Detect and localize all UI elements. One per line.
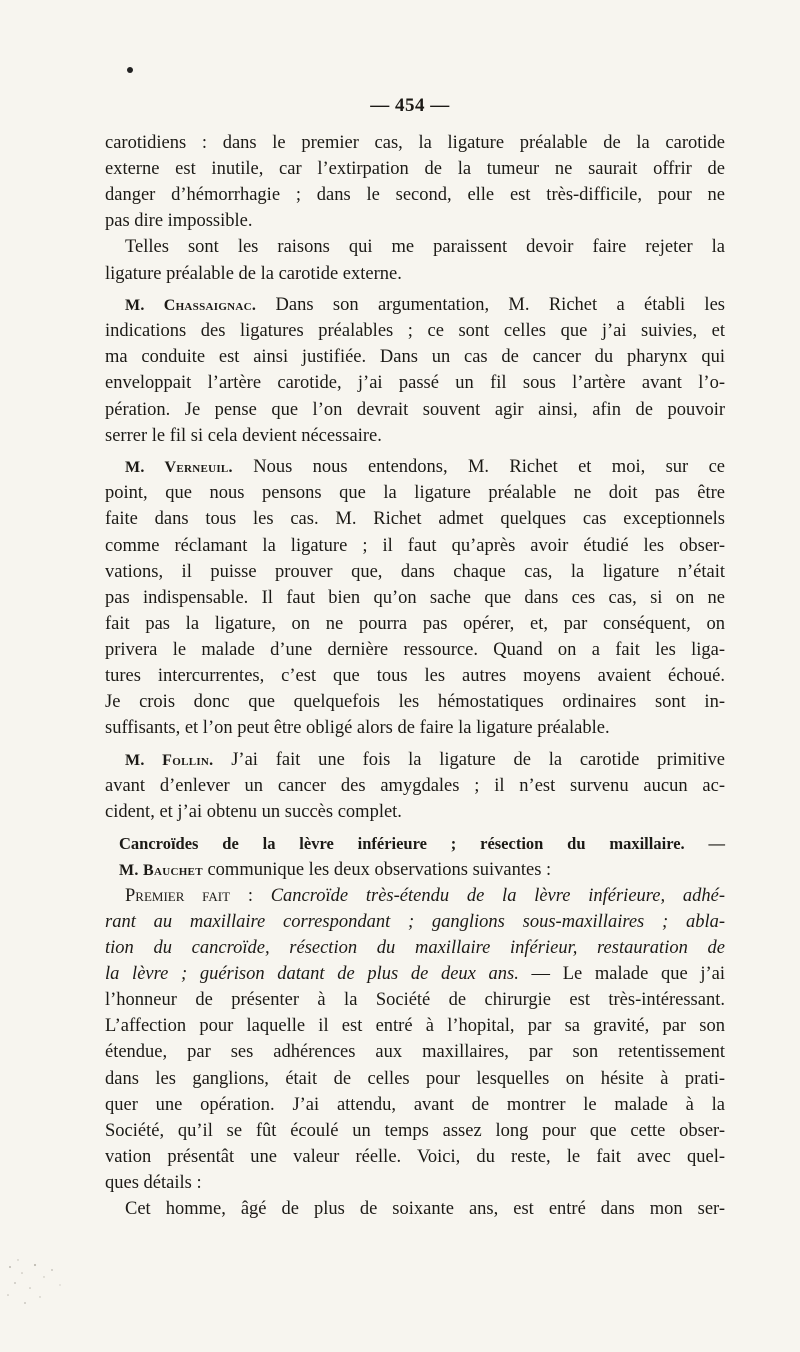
text-it: la lèvre ; guérison datant de plus de deux ans. xyxy=(105,964,519,985)
text-run: Nous nous entendons, M. Richet et moi, sur ce xyxy=(232,457,725,478)
text-line xyxy=(105,533,725,559)
text-run: Dans son argumentation, M. Richet a établi les xyxy=(256,295,725,316)
text-run: faite dans tous les cas. M. Richet admet quelques cas exceptionnels xyxy=(105,509,725,530)
text-run: indications des ligatures préalables ; ce sont celles que j’ai suivies, et xyxy=(105,321,725,342)
text-line xyxy=(105,1039,725,1065)
text-line xyxy=(125,454,725,480)
text-run: avant d’enlever un cancer des amygdales ; il n’est survenu aucun ac- xyxy=(105,775,725,796)
text-line xyxy=(125,747,725,773)
text-run: comme réclamant la ligature ; il faut qu’après avoir étudié les obser- xyxy=(105,535,725,556)
text-line xyxy=(105,423,725,449)
text-run: suffisants, et l’on peut être obligé alors de faire la ligature préalable. xyxy=(105,718,610,739)
text-run: pas dire impossible. xyxy=(105,211,253,232)
text-line xyxy=(105,344,725,370)
text-run: quer une opération. J’ai attendu, avant de montrer le malade à la xyxy=(105,1094,725,1115)
text-run: vation présentât une valeur réelle. Voici, du reste, le fait avec quel- xyxy=(105,1146,725,1167)
text-run: pas indispensable. Il faut bien qu’on sache que dans ces cas, si on ne xyxy=(105,587,725,608)
text-run: ligature préalable de la carotide externe. xyxy=(105,263,402,284)
text-run: tures intercurrentes, c’est que tous les autres moyens avaient échoué. xyxy=(105,666,725,686)
text-line xyxy=(105,689,725,715)
text-run: privera le malade d’une dernière ressource. Quand on a fait les liga- xyxy=(105,639,725,660)
text-run: externe est inutile, car l’extirpation de la tumeur ne saurait offrir de xyxy=(105,159,725,180)
text-run: ma conduite est ainsi justifiée. Dans un cas de cancer du pharynx qui xyxy=(105,347,725,368)
text-run: serrer le fil si cela devient nécessaire. xyxy=(105,425,382,446)
text-smallcaps: Premier fait xyxy=(125,885,231,906)
text-line xyxy=(105,480,725,506)
text-line xyxy=(105,1144,725,1170)
paper-speckle xyxy=(0,1255,90,1315)
text-run: l’honneur de présenter à la Société de chirurgie est très-intéressant. xyxy=(105,990,725,1011)
text-speaker: M. Bauchet xyxy=(119,861,203,879)
text-line xyxy=(105,935,725,961)
text-line xyxy=(105,585,725,611)
text-line xyxy=(105,799,725,825)
text-run: Telles sont les raisons qui me paraissent devoir faire rejeter la xyxy=(125,237,725,258)
text-line xyxy=(105,773,725,799)
text-line xyxy=(119,831,725,857)
text-line xyxy=(105,397,725,423)
text-line xyxy=(105,182,725,208)
text-it: rant au maxillaire correspondant ; ganglions sous-maxillaires ; abla- xyxy=(105,911,725,932)
text-run: ques détails : xyxy=(105,1172,202,1193)
text-run: vations, il puisse prouver que, dans chaque cas, la ligature n’était xyxy=(105,561,725,582)
text-line xyxy=(105,130,725,156)
text-line xyxy=(105,715,725,741)
text-run: Je crois donc que quelquefois les hémostatiques ordinaires sont in- xyxy=(105,692,725,713)
text-speaker: M. Chassaignac. xyxy=(125,297,257,315)
text-line xyxy=(105,637,725,663)
text-line xyxy=(105,987,725,1013)
text-it: Cancroïde très-étendu de la lèvre inférieure, adhé- xyxy=(270,885,725,906)
text-run: enveloppait l’artère carotide, j’ai passé un fil sous l’artère avant l’o- xyxy=(105,373,725,394)
text-line xyxy=(105,611,725,637)
text-run: fait pas la ligature, on ne pourra pas opérer, et, par conséquent, on xyxy=(105,613,725,634)
text-heading-bold: Cancroïdes de la lèvre inférieure ; résection du maxillaire. — xyxy=(119,833,725,853)
text-speaker: M. Follin. xyxy=(125,751,214,769)
text-line xyxy=(105,156,725,182)
text-run: Société, qu’il se fût écoulé un temps assez long pour que cette obser- xyxy=(105,1120,725,1141)
text-line xyxy=(105,506,725,532)
text-line xyxy=(105,318,725,344)
text-run: cident, et j’ai obtenu un succès complet. xyxy=(105,802,402,822)
text-line xyxy=(105,559,725,585)
text-line xyxy=(105,208,725,234)
text-run: danger d’hémorrhagie ; dans le second, elle est très-difficile, pour ne xyxy=(105,185,725,206)
text-line xyxy=(105,370,725,396)
text-line xyxy=(105,1170,725,1196)
text-line xyxy=(119,857,725,883)
page-number: — 454 — xyxy=(370,95,450,116)
text-line xyxy=(105,961,725,987)
text-speaker: M. Verneuil. xyxy=(125,459,233,477)
text-run: étendue, par ses adhérences aux maxillaires, par son retentissement xyxy=(105,1042,725,1063)
text-run: J’ai fait une fois la ligature de la carotide primitive xyxy=(213,749,725,770)
text-line xyxy=(125,292,725,318)
text-line xyxy=(125,883,725,909)
text-line xyxy=(125,234,725,260)
text-line xyxy=(105,1092,725,1118)
text-run: carotidiens : dans le premier cas, la ligature préalable de la carotide xyxy=(105,133,725,153)
text-run: point, que nous pensons que la ligature préalable ne doit pas être xyxy=(105,483,725,504)
text-line xyxy=(125,1196,725,1222)
text-run: dans les ganglions, était de celles pour lesquelles on hésite à prati- xyxy=(105,1068,725,1089)
text-line xyxy=(105,1013,725,1039)
text-run: Cet homme, âgé de plus de soixante ans, est entré dans mon ser- xyxy=(125,1199,725,1219)
text-line xyxy=(105,1066,725,1092)
text-line xyxy=(105,261,725,287)
text-run: L’affection pour laquelle il est entré à l’hopital, par sa gravité, par son xyxy=(105,1016,725,1037)
text-line xyxy=(105,909,725,935)
text-run: — Le malade que j’ai xyxy=(518,964,725,985)
text-line xyxy=(105,1118,725,1144)
text-run: communique les deux observations suivantes : xyxy=(202,859,552,880)
text-run: : xyxy=(230,885,271,906)
ink-dot xyxy=(127,67,133,73)
text-it: tion du cancroïde, résection du maxillaire inférieur, restauration de xyxy=(105,938,725,958)
text-line xyxy=(105,663,725,689)
text-run: pération. Je pense que l’on devrait souvent agir ainsi, afin de pouvoir xyxy=(105,399,725,420)
